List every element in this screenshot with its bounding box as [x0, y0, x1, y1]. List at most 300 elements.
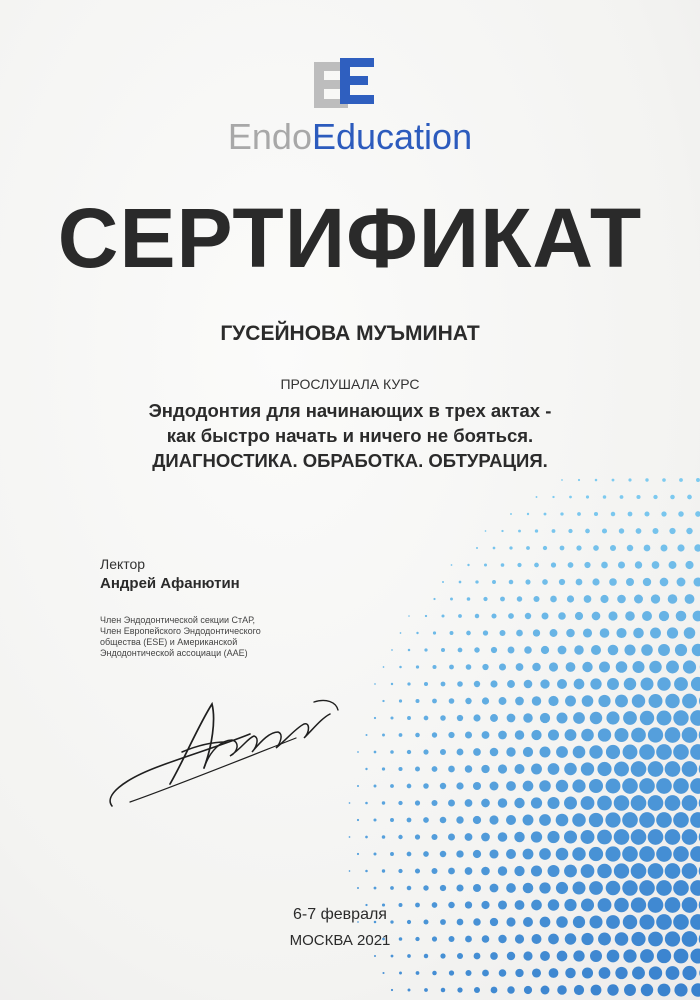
halftone-dot	[440, 851, 447, 858]
halftone-dot	[481, 799, 490, 808]
halftone-dot	[365, 802, 368, 805]
halftone-dot	[656, 880, 672, 896]
halftone-dot	[682, 694, 697, 709]
halftone-dot	[598, 695, 610, 707]
halftone-dot	[657, 677, 670, 690]
halftone-dot	[400, 632, 402, 634]
halftone-dot	[619, 528, 624, 533]
halftone-dot	[591, 645, 601, 655]
halftone-dot	[491, 613, 496, 618]
halftone-dot	[673, 710, 688, 725]
halftone-dot	[574, 985, 584, 995]
recipient-name: ГУСЕЙНОВА МУЪМИНАТ	[220, 322, 480, 345]
halftone-dot	[566, 662, 576, 672]
halftone-dot	[448, 732, 454, 738]
halftone-dot	[457, 987, 462, 992]
halftone-dot	[473, 782, 481, 790]
halftone-dot	[606, 711, 619, 724]
halftone-dot	[648, 863, 664, 879]
halftone-dot	[666, 661, 679, 674]
halftone-dot	[696, 478, 700, 482]
halftone-dot	[531, 730, 541, 740]
halftone-dot	[677, 544, 684, 551]
halftone-dot	[589, 779, 603, 793]
halftone-dot	[506, 849, 516, 859]
halftone-dot	[490, 748, 499, 757]
halftone-dot	[514, 832, 524, 842]
halftone-dot	[365, 734, 367, 736]
halftone-dot	[539, 882, 550, 893]
halftone-dot	[631, 728, 646, 743]
halftone-dot	[448, 800, 455, 807]
halftone-dot	[357, 853, 359, 855]
halftone-dot	[390, 852, 394, 856]
halftone-dot	[431, 834, 437, 840]
halftone-dot	[424, 954, 428, 958]
halftone-dot	[382, 767, 385, 770]
halftone-dot	[691, 983, 700, 996]
halftone-dot	[533, 629, 540, 636]
halftone-dot	[685, 594, 695, 604]
halftone-dot	[473, 850, 481, 858]
halftone-dot	[614, 728, 628, 742]
halftone-dot	[507, 952, 515, 960]
halftone-dot	[565, 696, 576, 707]
halftone-dot	[532, 968, 541, 977]
halftone-dot	[441, 988, 446, 993]
lector-signature-icon	[100, 680, 360, 820]
halftone-dot	[415, 800, 420, 805]
halftone-dot	[624, 644, 635, 655]
halftone-dot	[656, 846, 672, 862]
halftone-dot	[690, 914, 700, 930]
halftone-dot	[556, 814, 569, 827]
halftone-dot	[572, 813, 586, 827]
halftone-dot	[631, 761, 647, 777]
halftone-dot	[611, 512, 615, 516]
halftone-dot	[467, 597, 471, 601]
halftone-dot	[652, 528, 658, 534]
halftone-dot	[424, 682, 428, 686]
halftone-dot	[501, 530, 503, 532]
logo-wordmark	[0, 116, 700, 158]
halftone-dot	[615, 967, 627, 979]
halftone-dot	[383, 666, 385, 668]
halftone-dot	[665, 727, 681, 743]
halftone-dot	[473, 884, 481, 892]
halftone-dot	[617, 595, 626, 604]
halftone-dot	[559, 579, 565, 585]
halftone-dot	[589, 745, 602, 758]
halftone-dot	[601, 562, 608, 569]
halftone-dot	[407, 682, 410, 685]
halftone-dot	[451, 564, 453, 566]
halftone-dot	[540, 713, 550, 723]
halftone-dot	[523, 951, 532, 960]
halftone-dot	[456, 850, 463, 857]
halftone-dot	[557, 951, 568, 962]
halftone-dot	[618, 561, 625, 568]
halftone-dot	[622, 778, 638, 794]
halftone-dot	[398, 767, 402, 771]
halftone-dot	[690, 778, 700, 794]
halftone-dot	[523, 713, 533, 723]
halftone-dot	[614, 863, 629, 878]
halftone-dot	[572, 847, 585, 860]
halftone-dot	[661, 511, 666, 516]
halftone-dot	[515, 730, 524, 739]
halftone-dot	[473, 816, 481, 824]
halftone-dot	[489, 815, 498, 824]
halftone-dot	[614, 795, 630, 811]
halftone-dot	[423, 749, 428, 754]
halftone-dot	[633, 628, 644, 639]
halftone-dot	[531, 797, 542, 808]
halftone-dot	[585, 529, 590, 534]
halftone-dot	[467, 564, 469, 566]
halftone-dot	[550, 629, 558, 637]
halftone-dot	[465, 970, 471, 976]
lector-bio-line: Эндодонтической ассоциаци (AAE)	[100, 648, 248, 658]
halftone-dot	[424, 648, 427, 651]
halftone-dot	[632, 694, 645, 707]
halftone-dot	[457, 953, 463, 959]
halftone-dot	[382, 801, 385, 804]
halftone-dot	[457, 749, 464, 756]
halftone-dot	[416, 699, 420, 703]
halftone-dot	[575, 612, 583, 620]
lector-bio	[100, 615, 320, 659]
halftone-dot	[415, 767, 420, 772]
halftone-dot	[693, 611, 700, 622]
halftone-dot	[592, 578, 599, 585]
halftone-dot	[425, 615, 427, 617]
halftone-dot	[523, 883, 534, 894]
halftone-dot	[433, 598, 435, 600]
halftone-dot	[576, 579, 583, 586]
halftone-dot	[482, 697, 489, 704]
course-title-line: ДИАГНОСТИКА. ОБРАБОТКА. ОБТУРАЦИЯ.	[152, 450, 548, 471]
halftone-dot	[578, 479, 580, 481]
course-title-line: Эндодонтия для начинающих в трех актах -	[148, 400, 552, 421]
halftone-dot	[674, 949, 689, 964]
halftone-dot	[547, 797, 559, 809]
halftone-dot	[640, 949, 654, 963]
halftone-dot	[432, 868, 438, 874]
halftone-dot	[440, 817, 447, 824]
lector-bio-line: общества (ESE) и Американской	[100, 637, 238, 647]
halftone-dot	[686, 528, 692, 534]
halftone-dot	[683, 660, 696, 673]
halftone-dot	[648, 761, 664, 777]
halftone-dot	[532, 663, 540, 671]
halftone-dot	[524, 646, 532, 654]
halftone-dot	[584, 562, 590, 568]
halftone-dot	[448, 868, 455, 875]
halftone-dot	[631, 795, 647, 811]
halftone-dot	[526, 546, 530, 550]
halftone-dot	[557, 679, 567, 689]
halftone-dot	[574, 645, 583, 654]
halftone-dot	[558, 646, 567, 655]
halftone-dot	[539, 848, 551, 860]
halftone-dot	[616, 628, 626, 638]
halftone-dot	[423, 885, 428, 890]
halftone-dot	[508, 613, 514, 619]
halftone-dot	[398, 869, 402, 873]
halftone-dot	[595, 479, 598, 482]
halftone-dot	[582, 967, 593, 978]
halftone-dot	[416, 665, 419, 668]
halftone-dot	[589, 847, 603, 861]
halftone-dot	[573, 882, 586, 895]
halftone-dot	[569, 496, 572, 499]
halftone-dot	[592, 612, 601, 621]
halftone-dot	[474, 987, 480, 993]
halftone-dot	[408, 649, 411, 652]
halftone-dot	[357, 887, 359, 889]
halftone-dot	[531, 865, 542, 876]
halftone-dot	[640, 711, 654, 725]
halftone-dot	[565, 729, 577, 741]
halftone-dot	[490, 680, 497, 687]
halftone-dot	[457, 715, 463, 721]
halftone-dot	[598, 728, 611, 741]
certificate-title: СЕРТИФИКАТ	[57, 191, 643, 285]
halftone-dot	[365, 836, 368, 839]
halftone-dot	[641, 984, 653, 996]
halftone-dot	[624, 984, 636, 996]
halftone-dot	[572, 779, 585, 792]
halftone-dot	[498, 832, 508, 842]
halftone-dot	[391, 989, 393, 991]
halftone-dot	[374, 887, 377, 890]
halftone-dot	[599, 967, 611, 979]
halftone-dot	[408, 615, 410, 617]
course-intro: ПРОСЛУШАЛА КУРС	[280, 376, 420, 392]
halftone-dot	[507, 714, 516, 723]
halftone-dot	[440, 715, 446, 721]
halftone-dot	[465, 698, 471, 704]
halftone-dot	[382, 869, 385, 872]
halftone-dot	[568, 562, 574, 568]
halftone-dot	[483, 630, 488, 635]
halftone-dot	[682, 761, 698, 777]
halftone-dot	[573, 712, 585, 724]
halftone-dot	[682, 795, 698, 811]
halftone-dot	[603, 495, 607, 499]
halftone-dot	[514, 866, 524, 876]
halftone-dot	[628, 478, 631, 481]
halftone-dot	[398, 801, 402, 805]
halftone-dot	[484, 563, 487, 566]
halftone-dot	[549, 968, 559, 978]
halftone-dot	[498, 731, 507, 740]
halftone-dot	[465, 867, 473, 875]
halftone-dot	[534, 563, 539, 568]
halftone-dot	[390, 818, 394, 822]
halftone-dot	[620, 495, 624, 499]
halftone-dot	[656, 778, 672, 794]
halftone-dot	[459, 581, 462, 584]
halftone-dot	[687, 495, 692, 500]
halftone-dot	[431, 800, 437, 806]
halftone-dot	[656, 744, 672, 760]
halftone-dot	[540, 951, 550, 961]
halftone-dot	[481, 867, 490, 876]
halftone-dot	[399, 666, 402, 669]
halftone-dot	[498, 866, 507, 875]
halftone-dot	[560, 512, 563, 515]
halftone-dot	[491, 647, 497, 653]
halftone-dot	[665, 694, 679, 708]
halftone-dot	[539, 814, 551, 826]
halftone-dot	[514, 798, 524, 808]
halftone-dot	[498, 764, 507, 773]
halftone-dot	[548, 763, 560, 775]
halftone-dot	[605, 812, 620, 827]
halftone-dot	[682, 863, 698, 879]
halftone-dot	[539, 780, 551, 792]
halftone-dot	[648, 795, 664, 811]
event-city-year: МОСКВА 2021	[289, 932, 391, 949]
halftone-dot	[589, 813, 603, 827]
halftone-dot	[449, 970, 454, 975]
halftone-dot	[373, 852, 376, 855]
halftone-dot	[632, 661, 644, 673]
course-title	[0, 398, 700, 473]
halftone-dot	[661, 545, 668, 552]
halftone-dot	[556, 746, 568, 758]
logo-word-endo: Endo	[227, 116, 312, 157]
halftone-dot	[606, 745, 620, 759]
halftone-dot	[390, 886, 394, 890]
halftone-dot	[407, 750, 411, 754]
halftone-dot	[548, 729, 559, 740]
halftone-dot	[589, 881, 603, 895]
halftone-dot	[651, 594, 660, 603]
halftone-dot	[398, 835, 402, 839]
halftone-dot	[648, 829, 664, 845]
halftone-dot	[673, 846, 689, 862]
halftone-dot	[547, 831, 559, 843]
halftone-dot	[694, 544, 700, 551]
halftone-dot	[523, 781, 534, 792]
halftone-dot	[432, 699, 437, 704]
halftone-dot	[623, 711, 637, 725]
halftone-dot	[564, 797, 577, 810]
halftone-dot	[423, 783, 429, 789]
halftone-dot	[673, 880, 689, 896]
halftone-dot	[489, 849, 498, 858]
halftone-dot	[599, 662, 610, 673]
halftone-dot	[440, 885, 446, 891]
halftone-dot	[574, 679, 585, 690]
halftone-dot	[523, 747, 533, 757]
halftone-dot	[391, 955, 394, 958]
halftone-dot	[465, 833, 473, 841]
halftone-dot	[408, 989, 411, 992]
halftone-dot	[591, 985, 602, 996]
halftone-dot	[639, 812, 655, 828]
halftone-dot	[382, 700, 384, 702]
halftone-dot	[606, 779, 621, 794]
halftone-dot	[374, 717, 376, 719]
halftone-dot	[590, 712, 602, 724]
halftone-dot	[535, 529, 538, 532]
halftone-dot	[625, 611, 635, 621]
halftone-dot	[594, 512, 598, 516]
halftone-dot	[517, 563, 521, 567]
halftone-dot	[660, 578, 669, 587]
halftone-dot	[690, 846, 700, 862]
halftone-dot	[551, 562, 556, 567]
halftone-dot	[649, 966, 662, 979]
halftone-dot	[473, 714, 480, 721]
halftone-dot	[415, 834, 420, 839]
halftone-dot	[524, 986, 532, 994]
halftone-dot	[665, 829, 681, 845]
halftone-dot	[424, 988, 428, 992]
halftone-dot	[674, 677, 688, 691]
halftone-dot	[642, 611, 652, 621]
halftone-dot	[532, 696, 541, 705]
halftone-dot	[581, 796, 595, 810]
halftone-dot	[510, 513, 512, 515]
halftone-dot	[441, 682, 446, 687]
halftone-dot	[564, 763, 577, 776]
halftone-dot	[518, 530, 521, 533]
halftone-dot	[675, 644, 687, 656]
halftone-dot	[407, 852, 412, 857]
halftone-dot	[691, 677, 700, 691]
halftone-dot	[656, 812, 672, 828]
halftone-dot	[597, 796, 612, 811]
halftone-dot	[493, 547, 496, 550]
halftone-dot	[636, 528, 642, 534]
halftone-dot	[608, 645, 619, 656]
halftone-dot	[466, 631, 471, 636]
halftone-dot	[649, 661, 661, 673]
halftone-dot	[648, 727, 663, 742]
halftone-dot	[390, 784, 394, 788]
halftone-dot	[407, 818, 412, 823]
halftone-dot	[482, 970, 489, 977]
halftone-dot	[399, 972, 402, 975]
halftone-dot	[644, 545, 651, 552]
halftone-dot	[584, 595, 592, 603]
halftone-dot	[564, 830, 577, 843]
halftone-dot	[432, 971, 437, 976]
halftone-dot	[544, 513, 547, 516]
halftone-dot	[684, 627, 696, 639]
halftone-dot	[662, 478, 666, 482]
halftone-dot	[474, 647, 479, 652]
halftone-dot	[657, 949, 671, 963]
halftone-dot	[416, 971, 420, 975]
halftone-dot	[382, 734, 385, 737]
halftone-dot	[607, 950, 620, 963]
halftone-dot	[448, 834, 455, 841]
halftone-dot	[582, 662, 592, 672]
halftone-dot	[644, 511, 649, 516]
course-title-line: как быстро начать и ничего не бояться.	[166, 425, 534, 446]
halftone-dot	[649, 694, 663, 708]
halftone-dot	[499, 630, 505, 636]
halftone-dot	[490, 782, 499, 791]
halftone-dot	[506, 747, 515, 756]
halftone-dot	[514, 764, 524, 774]
